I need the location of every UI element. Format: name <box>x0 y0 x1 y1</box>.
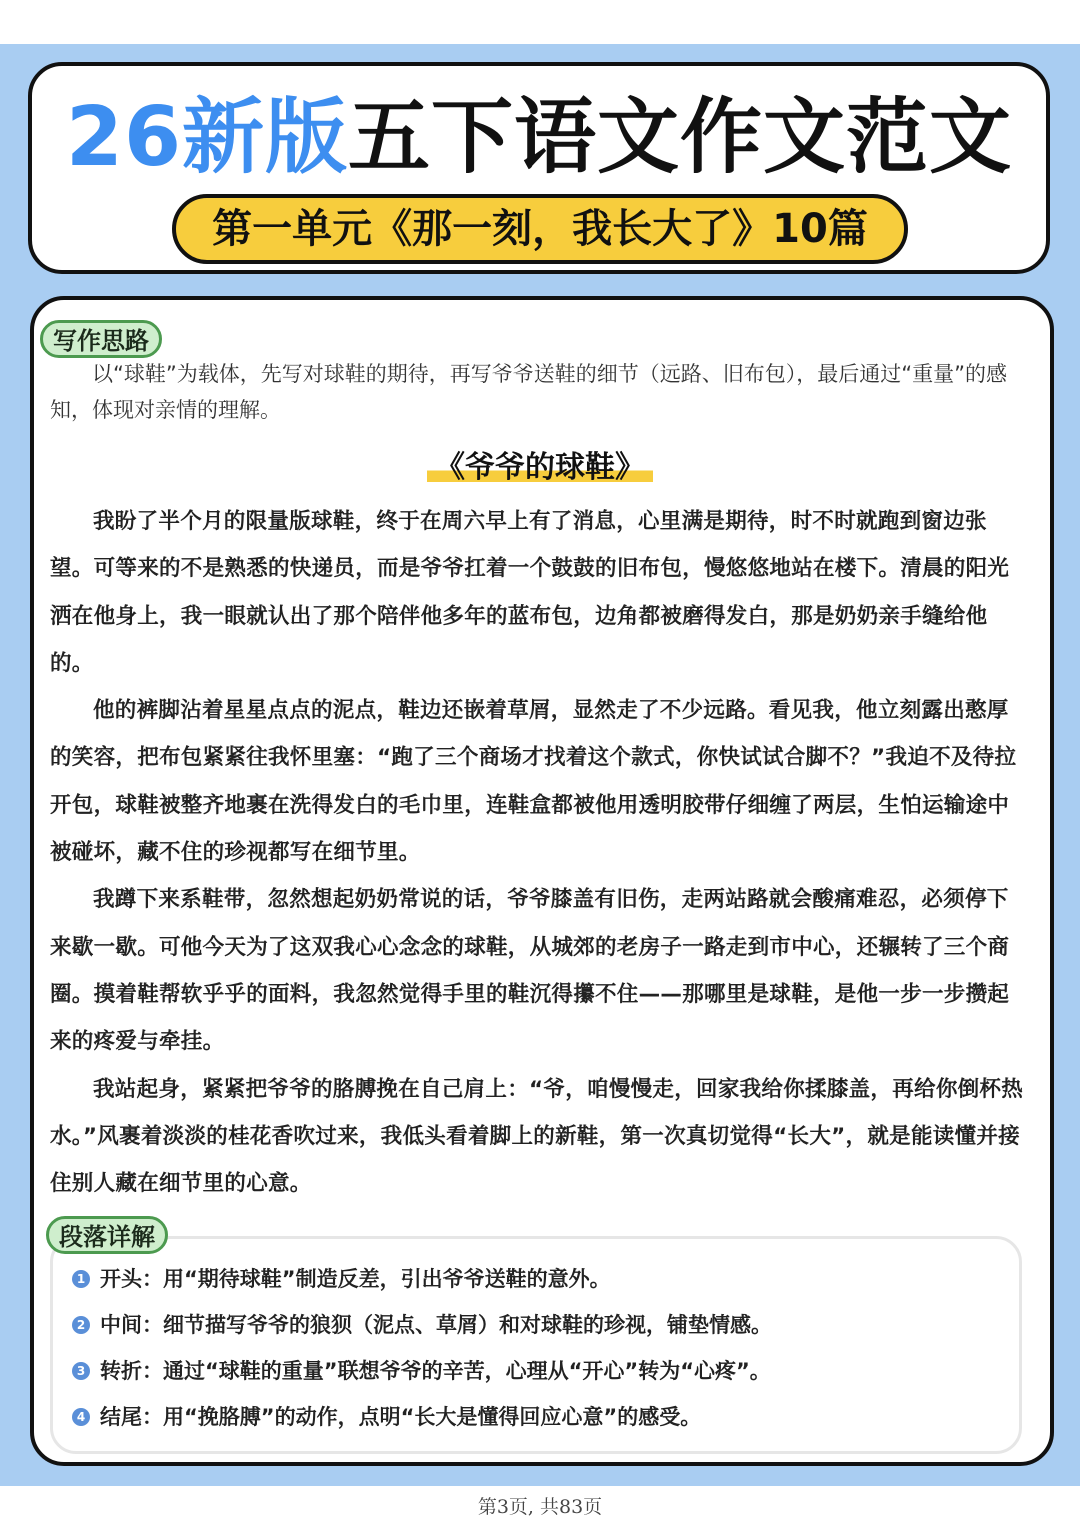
analysis-item-text: 开头：用“期待球鞋”制造反差，引出爷爷送鞋的意外。 <box>100 1267 611 1291</box>
essay-paragraph: 我站起身，紧紧把爷爷的胳膊挽在自己肩上：“爷，咱慢慢走，回家我给你揉膝盖，再给你倒杯热水。”风裹着淡淡的桂花香吹过来，我低头看着脚上的新鞋，第一次真切觉得“长大”，就是能读懂并接住别人藏在细节里的心意。 <box>50 1076 1024 1197</box>
writing-approach-tag: 写作思路 <box>40 320 162 358</box>
title-accent: 26新版 <box>65 90 349 185</box>
analysis-item-text: 转折：通过“球鞋的重量”联想爷爷的辛苦，心理从“开心”转为“心疼”。 <box>100 1359 771 1383</box>
writing-approach-text: 以“球鞋”为载体，先写对球鞋的期待，再写爷爷送鞋的细节（远路、旧布包），最后通过“重量”的感知，体现对亲情的理解。 <box>50 362 1008 422</box>
page-number-footer: 第3页, 共83页 <box>477 1496 603 1518</box>
analysis-item <box>72 1256 1012 1302</box>
title-main: 五下语文作文范文 <box>348 90 1013 185</box>
essay-paragraph: 我蹲下来系鞋带，忽然想起奶奶常说的话，爷爷膝盖有旧伤，走两站路就会酸痛难忍，必须停下来歇一歇。可他今天为了这双我心心念念的球鞋，从城郊的老房子一路走到市中心，还辗转了三个商圈。摸着鞋帮软乎乎的面料，我忽然觉得手里的鞋沉得攥不住——那哪里是球鞋，是他一步一步攒起来的疼爱与牵挂。 <box>50 887 1010 1055</box>
paragraph-analysis-tag: 段落详解 <box>46 1216 168 1254</box>
header-card <box>28 62 1050 274</box>
number-badge-icon: 1 <box>72 1270 90 1288</box>
analysis-item-text: 结尾：用“挽胳膊”的动作，点明“长大是懂得回应心意”的感受。 <box>100 1405 702 1429</box>
essay-title-text: 《爷爷的球鞋》 <box>427 450 653 485</box>
number-badge-icon: 2 <box>72 1316 90 1334</box>
essay-paragraph: 我盼了半个月的限量版球鞋，终于在周六早上有了消息，心里满是期待，时不时就跑到窗边张望。可等来的不是熟悉的快递员，而是爷爷扛着一个鼓鼓的旧布包，慢悠悠地站在楼下。清晨的阳光洒在他身上，我一眼就认出了那个陪伴他多年的蓝布包，边角都被磨得发白，那是奶奶亲手缝给他的。 <box>50 509 1010 676</box>
essay-body <box>50 498 1030 1207</box>
analysis-item <box>72 1302 1012 1348</box>
paragraph-analysis-list <box>72 1256 1012 1440</box>
analysis-item <box>72 1348 1012 1394</box>
essay-paragraph: 他的裤脚沾着星星点点的泥点，鞋边还嵌着草屑，显然走了不少远路。看见我，他立刻露出憨厚的笑容，把布包紧紧往我怀里塞：“跑了三个商场才找着这个款式，你快试试合脚不？”我迫不及待拉开包，球鞋被整齐地裹在洗得发白的毛巾里，连鞋盒都被他用透明胶带仔细缠了两层，生怕运输途中被碰坏，藏不住的珍视都写在细节里。 <box>50 698 1017 866</box>
analysis-item <box>72 1394 1012 1440</box>
subtitle-pill: 第一单元《那一刻，我长大了》10篇 <box>172 194 908 264</box>
essay-title <box>0 446 1080 490</box>
number-badge-icon: 4 <box>72 1408 90 1426</box>
number-badge-icon: 3 <box>72 1362 90 1380</box>
page-title <box>32 88 1046 188</box>
analysis-item-text: 中间：细节描写爷爷的狼狈（泥点、草屑）和对球鞋的珍视，铺垫情感。 <box>100 1313 772 1337</box>
